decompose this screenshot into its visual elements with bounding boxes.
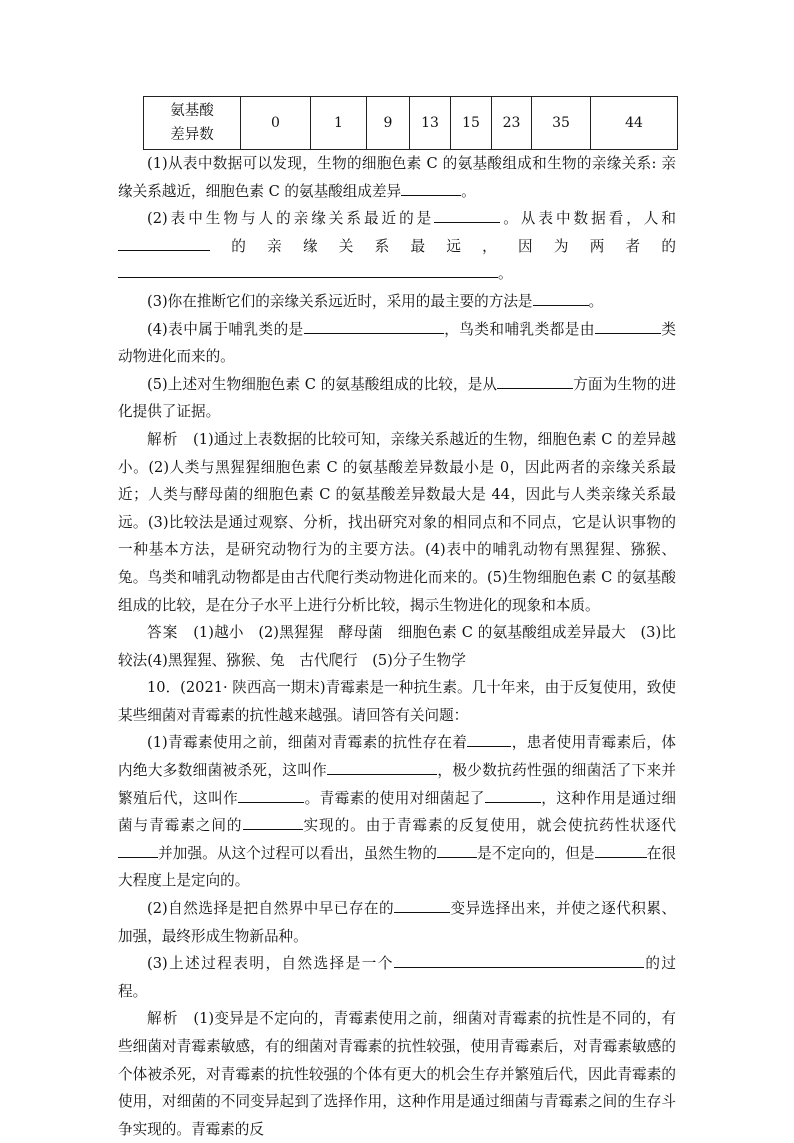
amino-acid-difference-table	[143, 96, 678, 150]
question-5-text: (5)上述对生物细胞色素 C 的氨基酸组成的比较，是从	[147, 375, 498, 393]
analysis-2	[118, 1005, 676, 1143]
answer-blank	[434, 208, 500, 223]
row-header-cell	[144, 97, 241, 150]
table-row	[144, 97, 678, 150]
answer-blank	[533, 291, 589, 306]
question-10-3	[118, 950, 676, 1005]
table-cell: 15	[451, 97, 492, 150]
table-cell: 1	[311, 97, 367, 150]
table-cell: 23	[492, 97, 532, 150]
question-10-3-end: 的过程。	[118, 955, 676, 1000]
answer-blank	[401, 181, 461, 196]
answer-part: (4)黑猩猩、猕猴、兔 古代爬行	[147, 651, 358, 669]
question-4	[118, 316, 676, 371]
answer-blank	[243, 815, 303, 830]
question-5-end: 方面为生物的进化提供了证据。	[118, 375, 676, 421]
question-10-1-text-e: ，这种作用是通过细菌与青霉素之间的	[118, 789, 676, 835]
table-cell: 13	[410, 97, 451, 150]
question-1-text: (1)从表中数据可以发现，生物的细胞色素 C 的氨基酸组成和生物的亲缘关系: 亲缘关系越近，细胞色素 C 的氨基酸组成差异	[118, 155, 676, 200]
analysis-1-text: (1)通过上表数据的比较可知，亲缘关系越近的生物，细胞色素 C 的差异越小。(2)人类与黑猩猩细胞色素 C 的氨基酸差异数最小是 0，因此两者的亲缘关系最近；人类与酵母菌的细胞色素 C 的氨基酸差异数最大是 44，因此与人类亲缘关系最远。(3)比较法是通过观察、分析，找出研究对象的相同点和不同点，它是认识事物的一种基本方法，是研究动物行为的主要方法。(4)表中的哺乳动物有黑猩猩、猕猴、兔。鸟类和哺乳动物都是由古代爬行类动物进化而来的。(5)生物细胞色素 C 的氨基酸组成的比较，是在分子水平上进行分析比较，揭示生物进化的现象和本质。	[118, 430, 676, 614]
question-4-text-b: ，鸟类和哺乳类都是由	[443, 320, 595, 338]
row-header-line2: 差异数	[170, 127, 214, 143]
answer-blank	[394, 953, 644, 968]
question-1-end: 。	[461, 182, 476, 200]
question-3	[118, 288, 676, 316]
question-2-text: (2)表中生物与人的亲缘关系最近的是	[147, 210, 435, 228]
question-10-intro: 10．(2021· 陕西高一期末)青霉素是一种抗生素。几十年来，由于反复使用，致使某些细菌对青霉素的抗性越来越强。请回答有关问题：	[118, 679, 676, 724]
answer-part: (5)分子生物学	[372, 651, 466, 669]
answer-blank	[595, 843, 647, 858]
answer-blank	[118, 263, 498, 278]
question-10-1-text-f: 实现的。由于青霉素的反复使用，就会使抗药性状逐代	[302, 817, 676, 835]
question-5	[118, 371, 676, 426]
question-3-text: (3)你在推断它们的亲缘关系远近时，采用的最主要的方法是	[147, 292, 533, 310]
answer-blank	[485, 788, 541, 803]
question-10-1-end: 在很大程度上是定向的。	[118, 844, 676, 890]
table-cell: 44	[591, 97, 678, 150]
question-4-end: 类动物进化而来的。	[118, 320, 676, 366]
answer-1	[118, 619, 676, 674]
answer-part: (3)比较法	[118, 624, 676, 669]
answer-blank	[118, 843, 158, 858]
question-2-text-c: 的亲缘关系最远，因为两者的	[210, 237, 676, 255]
answer-blank	[394, 898, 450, 913]
answer-blank	[327, 760, 437, 775]
question-3-end: 。	[588, 292, 604, 310]
question-4-text: (4)表中属于哺乳类的是	[147, 320, 304, 338]
answer-blank	[497, 374, 573, 389]
analysis-2-text: (1)变异是不定向的，青霉素使用之前，细菌对青霉素的抗性是不同的，有些细菌对青霉素敏感，有的细菌对青霉素的抗性较强，使用青霉素后，对青霉素敏感的个体被杀死，对青霉素的抗性较强的个体有更大的机会生存并繁殖后代，因此青霉素的使用，对细菌的不同变异起到了选择作用，这种作用是通过细菌与青霉素之间的生存斗争实现的。青霉素的反	[118, 1010, 676, 1138]
row-header-line1: 氨基酸	[170, 103, 214, 119]
answer-part: (1)越小	[193, 624, 244, 642]
question-10-1	[118, 729, 676, 895]
answer-part: (2)黑猩猩 酵母菌 细胞色素 C 的氨基酸组成差异最大	[258, 624, 626, 642]
question-10-3-text: (3)上述过程表明，自然选择是一个	[147, 955, 394, 973]
answer-blank	[467, 732, 511, 747]
question-10-1-text: (1)青霉素使用之前，细菌对青霉素的抗性存在着	[147, 734, 468, 752]
question-10-2-text: (2)自然选择是把自然界中早已存在的	[147, 900, 395, 918]
analysis-1	[118, 426, 676, 619]
analysis-label: 解析	[147, 430, 179, 448]
question-2-end: 。	[498, 265, 513, 283]
question-2-text-b: 。从表中数据看，人和	[500, 210, 676, 228]
question-10-1-text-c: ，极少数抗药性强的细菌活了下来并繁殖后代，这叫作	[118, 762, 676, 807]
answer-blank	[304, 319, 444, 334]
question-1	[118, 150, 676, 205]
answer-label: 答案	[147, 624, 179, 642]
question-10-1-text-b: ，患者使用青霉素后，体内绝大多数细菌被杀死，这叫作	[118, 734, 676, 780]
question-10-2	[118, 895, 676, 950]
answer-blank	[238, 788, 304, 803]
answer-blank	[595, 319, 661, 334]
answer-blank	[437, 843, 477, 858]
document-body	[118, 150, 676, 1143]
table-cell: 9	[367, 97, 410, 150]
table-cell: 35	[532, 97, 591, 150]
question-2	[118, 205, 676, 288]
question-10-1-text-d: 。青霉素的使用对细菌起了	[304, 789, 485, 807]
question-10-1-text-h: 是不定向的，但是	[477, 844, 595, 862]
analysis-label: 解析	[147, 1010, 179, 1028]
question-10-1-text-g: 并加强。从这个过程可以看出，虽然生物的	[158, 844, 438, 862]
question-10-2-end: 变异选择出来，并使之逐代积累、加强，最终形成生物新品种。	[118, 900, 676, 945]
table-cell: 0	[241, 97, 311, 150]
answer-blank	[118, 236, 210, 251]
